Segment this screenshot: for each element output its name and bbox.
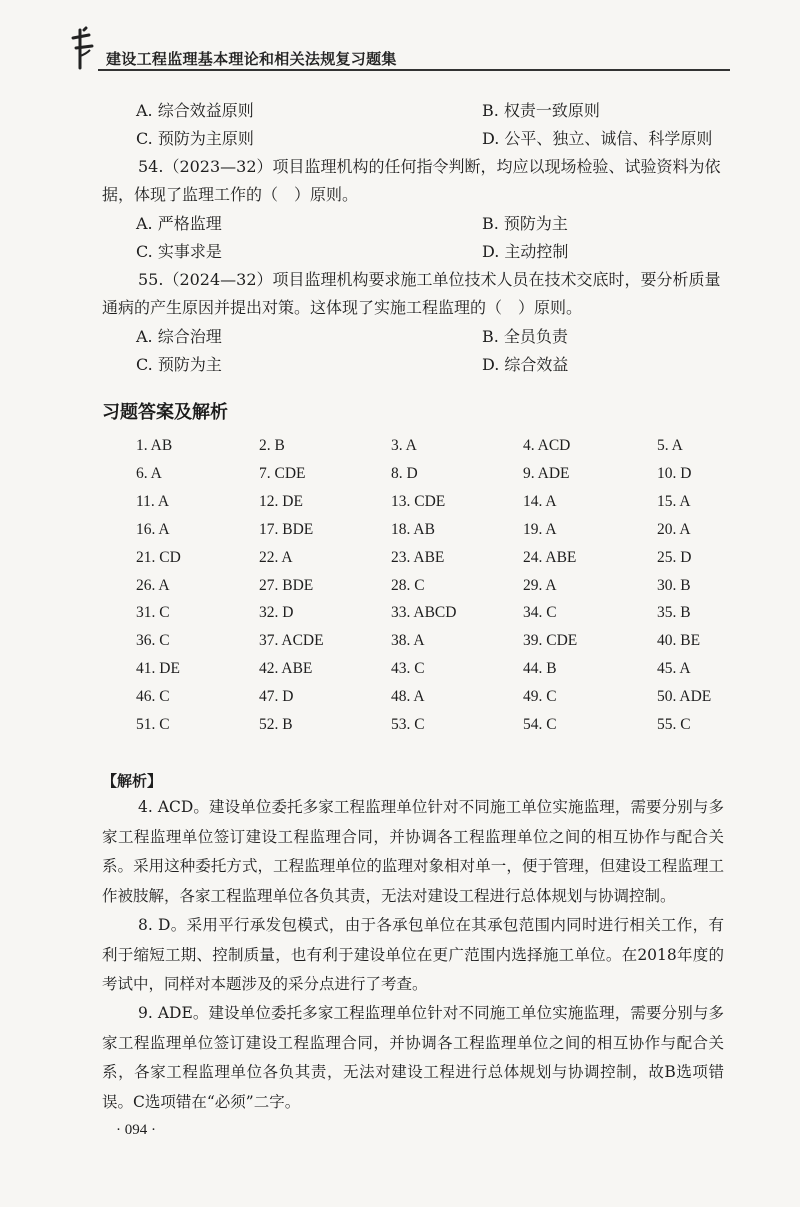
answer-item: 28. C: [391, 576, 425, 594]
q53-option-b: B. 权责一致原则: [482, 101, 600, 120]
q55-option-b: B. 全员负责: [482, 327, 568, 346]
answer-item: 6. A: [136, 464, 162, 482]
q54-option-c: C. 实事求是: [136, 242, 222, 261]
q53-option-c: C. 预防为主原则: [136, 129, 254, 148]
answer-item: 20. A: [657, 520, 691, 538]
answer-item: 29. A: [523, 576, 557, 594]
answer-item: 13. CDE: [391, 492, 446, 510]
analysis-paragraph-4: 4. ACD。建设单位委托多家工程监理单位针对不同施工单位实施监理，需要分别与多家工程监理单位签订建设工程监理合同，并协调各工程监理单位之间的相互协作与配合关系。采用这种委托方式，工程监理单位的监理对象相对单一，便于管理，但建设工程监理工作被肢解，各家工程监理单位各负其责，无法对建设工程进行总体规划与协调控制。: [102, 798, 724, 905]
section-title: 习题答案及解析: [102, 402, 228, 423]
answer-item: 55. C: [657, 716, 691, 733]
q55-option-a: A. 综合治理: [136, 327, 222, 346]
header-title: 建设工程监理基本理论和相关法规复习题集: [106, 50, 397, 68]
answer-item: 24. ABE: [523, 548, 577, 566]
answer-item: 2. B: [259, 437, 285, 454]
q53-option-d: D. 公平、独立、诚信、科学原则: [482, 129, 713, 148]
answer-item: 8. D: [391, 464, 418, 482]
analysis-title: 【解析】: [102, 772, 163, 790]
answer-item: 47. D: [259, 688, 294, 706]
running-header: [70, 14, 730, 74]
answer-item: 31. C: [136, 604, 170, 622]
q53-option-a: A. 综合效益原则: [136, 101, 254, 120]
answer-item: 7. CDE: [259, 464, 306, 482]
answer-item: 27. BDE: [259, 576, 314, 594]
answer-item: 52. B: [259, 716, 293, 733]
answer-item: 3. A: [391, 437, 417, 454]
answer-item: 18. AB: [391, 520, 435, 538]
answer-item: 49. C: [523, 688, 557, 706]
answer-item: 15. A: [657, 492, 691, 510]
answer-item: 23. ABE: [391, 548, 445, 566]
answer-item: 1. AB: [136, 437, 173, 454]
page-number: · 094 ·: [116, 1122, 156, 1138]
answer-item: 54. C: [523, 716, 557, 733]
answer-item: 48. A: [391, 688, 425, 706]
answer-item: 25. D: [657, 548, 692, 566]
q54-option-a: A. 严格监理: [136, 214, 222, 233]
analysis-paragraph-8: 8. D。采用平行承发包模式，由于各承包单位在其承包范围内同时进行相关工作，有利于缩短工期、控制质量，也有利于建设单位在更广范围内选择施工单位。在2018年度的考试中，同样对本题涉及的采分点进行了考查。: [102, 916, 724, 993]
answer-item: 5. A: [657, 437, 683, 454]
answer-item: 37. ACDE: [259, 632, 324, 650]
answer-item: 43. C: [391, 660, 425, 678]
answer-item: 36. C: [136, 632, 170, 650]
answer-item: 4. ACD: [523, 437, 571, 454]
answer-item: 30. B: [657, 576, 691, 594]
answer-item: 39. CDE: [523, 632, 578, 650]
header-divider: [98, 69, 730, 71]
answer-item: 10. D: [657, 464, 692, 482]
answer-item: 9. ADE: [523, 464, 570, 482]
answer-item: 16. A: [136, 520, 170, 538]
answer-item: 19. A: [523, 520, 557, 538]
answer-item: 42. ABE: [259, 660, 313, 678]
q54-option-b: B. 预防为主: [482, 214, 568, 233]
answer-item: 50. ADE: [657, 688, 712, 706]
answer-item: 14. A: [523, 492, 557, 510]
answer-item: 11. A: [136, 492, 170, 510]
answer-item: 44. B: [523, 660, 557, 678]
answer-item: 33. ABCD: [391, 604, 457, 622]
q55-option-c: C. 预防为主: [136, 355, 222, 374]
question-55: 55.（2024—32）项目监理机构要求施工单位技术人员在技术交底时，要分析质量通病的产生原因并提出对策。这体现了实施工程监理的（ ）原则。: [102, 270, 721, 317]
answer-item: 12. DE: [259, 492, 303, 510]
answer-item: 34. C: [523, 604, 557, 622]
answer-item: 17. BDE: [259, 520, 314, 538]
answer-item: 51. C: [136, 716, 170, 733]
analysis-paragraph-9: 9. ADE。建设单位委托多家工程监理单位针对不同施工单位实施监理，需要分别与多家工程监理单位签订建设工程监理合同，并协调各工程监理单位之间的相互协作与配合关系，各家工程监理单位各负其责，无法对建设工程进行总体规划与协调控制，故B选项错误。C选项错在“必须”二字。: [102, 1004, 724, 1111]
answer-item: 32. D: [259, 604, 294, 622]
q55-option-d: D. 综合效益: [482, 355, 569, 374]
answer-item: 45. A: [657, 660, 691, 678]
q54-option-d: D. 主动控制: [482, 242, 569, 261]
answer-item: 38. A: [391, 632, 425, 650]
answer-item: 46. C: [136, 688, 170, 706]
question-54: 54.（2023—32）项目监理机构的任何指令判断，均应以现场检验、试验资料为依据，体现了监理工作的（ ）原则。: [102, 157, 721, 204]
logo-icon: [70, 26, 106, 70]
answer-item: 40. BE: [657, 632, 701, 650]
answer-item: 53. C: [391, 716, 425, 733]
answer-item: 41. DE: [136, 660, 180, 678]
answer-item: 26. A: [136, 576, 170, 594]
answer-item: 21. CD: [136, 548, 181, 566]
answer-item: 35. B: [657, 604, 691, 622]
answer-item: 22. A: [259, 548, 293, 566]
